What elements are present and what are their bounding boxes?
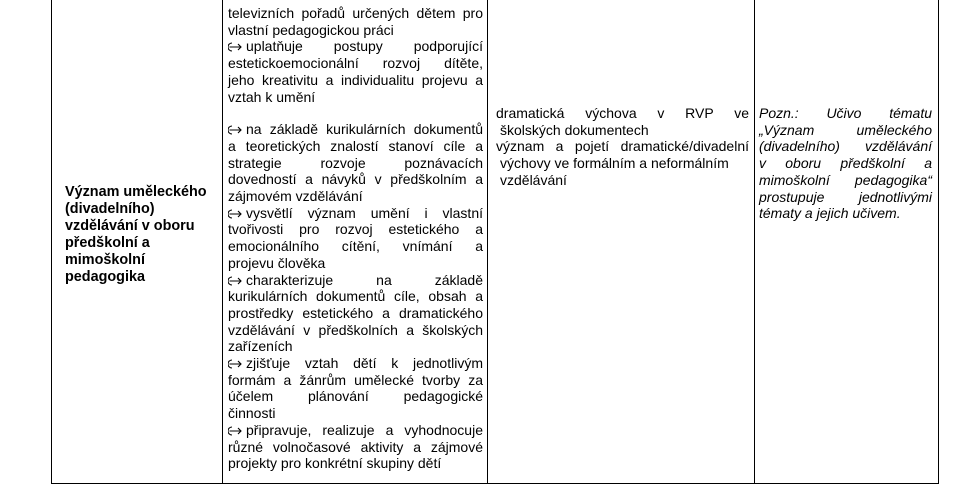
note-line: mimoškolní pedagogika“: [759, 171, 932, 188]
outcome-item: [228, 121, 483, 205]
outcome-line: připravuje, realizuje a vyhodnocuje: [246, 421, 483, 438]
outcomes-cell: [223, 0, 488, 484]
outcome-item: [228, 355, 483, 422]
topic-title: [52, 184, 222, 286]
outcome-line: estetickoemocionální rozvoj dítěte,: [228, 55, 483, 72]
outcome-line: projekty pro konkrétní skupiny dětí: [228, 455, 442, 472]
arrow-bullet-icon: [228, 359, 242, 369]
note-line: „Význam uměleckého: [759, 121, 932, 138]
outcome-line: vysvětlí význam umění i vlastní: [246, 204, 483, 221]
topic-cell: [52, 0, 223, 484]
note-line: prostupuje jednotlivými: [759, 188, 932, 205]
outcome-line: jeho kreativitu a individualitu projevu a: [228, 71, 483, 88]
outcome-line: projevu člověka: [228, 254, 326, 271]
outcome-line: vzdělávání v předškolních a školských: [228, 321, 483, 338]
content-list: [488, 0, 754, 189]
outcome-line: činnosti: [228, 405, 276, 422]
outcome-line: vlastní pedagogickou práci: [228, 21, 394, 38]
outcome-line: různé volnočasové aktivity a zájmové: [228, 438, 483, 455]
outcome-line: prostředky estetického a dramatického: [228, 304, 483, 321]
outcome-line: kurikulárních dokumentů cíle, obsah a: [228, 288, 483, 305]
content-cell: [488, 0, 755, 484]
topic-title-line: Význam uměleckého: [65, 183, 207, 200]
outcome-line: tvořivosti pro rozvoj estetického a: [228, 221, 483, 238]
content-line: význam a pojetí dramatické/divadelní: [496, 138, 749, 155]
arrow-bullet-icon: [228, 125, 242, 135]
outcome-line: na základě kurikulárních dokumentů: [246, 121, 483, 138]
content-line: výchovy ve formálním a neformálním: [500, 155, 729, 172]
topic-title-line: pedagogika: [65, 268, 145, 285]
outcome-line: zjišťuje vztah dětí k jednotlivým: [246, 355, 483, 372]
content-line: dramatická výchova v RVP ve: [496, 105, 749, 121]
content-line: vzdělávání: [500, 171, 567, 188]
outcome-line: uplatňuje postupy podporující: [246, 38, 483, 55]
note-line: Pozn.: Učivo tématu: [759, 105, 932, 121]
outcome-line: emocionálního cítění, vnímání a: [228, 238, 483, 255]
curriculum-table: [51, 0, 939, 484]
outcome-item: [228, 38, 483, 105]
topic-title-line: vzdělávání v oboru: [65, 217, 195, 234]
outcome-line: formám a žánrům umělecké tvorby za: [228, 371, 483, 388]
outcome-line: charakterizuje na základě: [246, 271, 483, 288]
outcome-line: strategie rozvoje poznávacích: [228, 154, 483, 171]
topic-title-line: mimoškolní: [65, 251, 145, 268]
outcome-line: zařízeních: [228, 338, 293, 355]
outcome-line: vztah k umění: [228, 88, 316, 105]
outcome-line: a teoretických znalostí stanoví cíle a: [228, 137, 483, 154]
topic-title-line: (divadelního): [65, 200, 155, 217]
content-line: školských dokumentech: [500, 121, 649, 138]
note-line: v oboru předškolní a: [759, 155, 932, 172]
outcome-line: dovedností a návyků v předškolním a: [228, 171, 483, 188]
arrow-bullet-icon: [228, 42, 242, 52]
outcome-item: [228, 205, 483, 272]
outcome-line: účelem plánování pedagogické: [228, 388, 483, 405]
arrow-bullet-icon: [228, 426, 242, 436]
topic-title-line: předškolní a: [65, 234, 150, 251]
arrow-bullet-icon: [228, 276, 242, 286]
table-row: [52, 0, 939, 484]
note-line: tématy a jejich učivem.: [759, 205, 901, 222]
note-cell: [755, 0, 939, 484]
outcome-item: [228, 272, 483, 356]
note-line: (divadelního) vzdělávání: [759, 138, 932, 155]
outcome-item: [228, 422, 483, 472]
arrow-bullet-icon: [228, 209, 242, 219]
outcome-line: zájmovém vzdělávání: [228, 188, 363, 205]
outcomes-list: [223, 0, 487, 472]
note-text: [755, 0, 938, 222]
outcome-line: televizních pořadů určených dětem pro: [228, 5, 483, 21]
